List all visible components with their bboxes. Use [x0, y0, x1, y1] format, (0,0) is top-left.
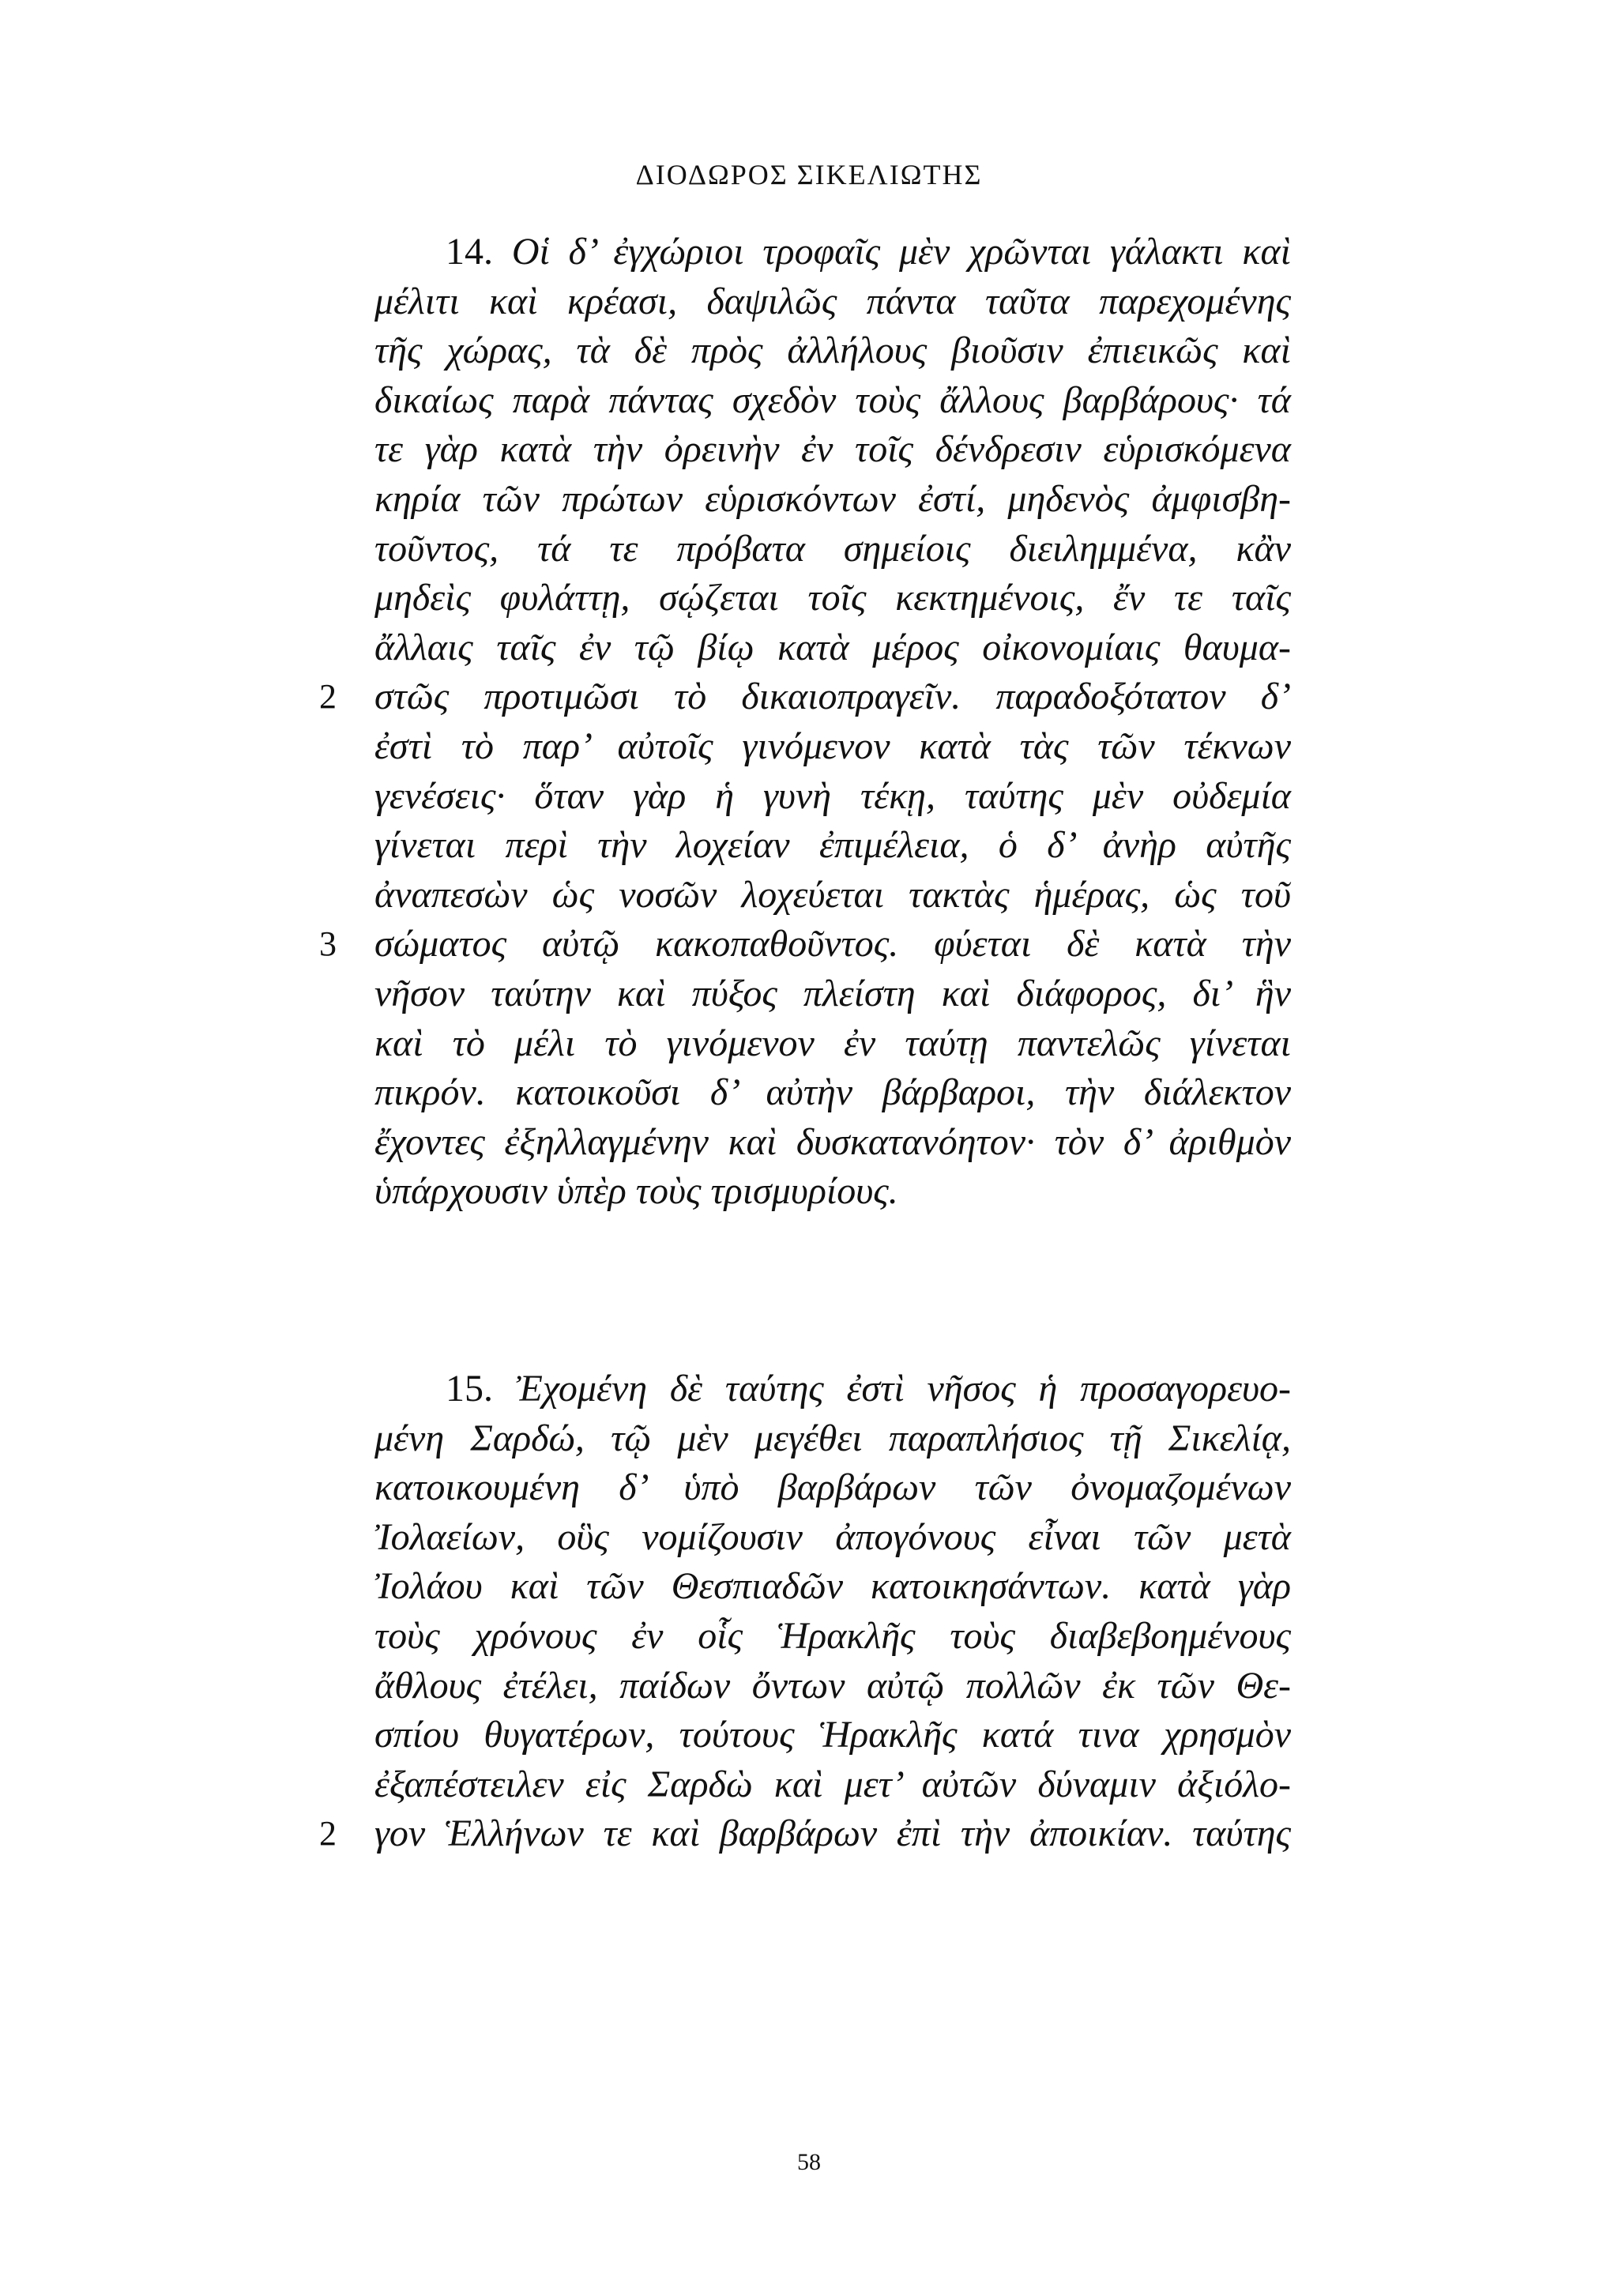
text-line: μένη Σαρδώ, τῷ μὲν μεγέθει παραπλήσιος τῇ Σικελίᾳ, — [374, 1417, 1291, 1459]
chapter-number: 15. — [446, 1368, 493, 1410]
text-line: καὶ τὸ μέλι τὸ γινόμενον ἐν ταύτῃ παντελῶς γίνεται — [374, 1022, 1291, 1064]
text-line: τοὺς χρόνους ἐν οἷς Ἡρακλῆς τοὺς διαβεβοημένους — [374, 1614, 1291, 1657]
text-line: ἐστὶ τὸ παρ’ αὐτοῖς γινόμενον κατὰ τὰς τῶν τέκνων — [374, 725, 1291, 767]
text-line — [374, 228, 1291, 277]
text-line: ἐξαπέστειλεν εἰς Σαρδὼ καὶ μετ’ αὐτῶν δύναμιν ἀξιόλο- — [374, 1763, 1291, 1805]
text-line: ἔχοντες ἐξηλλαγμένην καὶ δυσκατανόητον· τὸν δ’ ἀριθμὸν — [374, 1120, 1291, 1163]
text-line: σπίου θυγατέρων, τούτους Ἡρακλῆς κατά τινα χρησμὸν — [374, 1714, 1291, 1756]
text-line: μέλιτι καὶ κρέασι, δαψιλῶς πάντα ταῦτα παρεχομένης — [374, 280, 1291, 322]
chapter-14 — [319, 228, 1291, 1217]
text-line: Ἰολάου καὶ τῶν Θεσπιαδῶν κατοικησάντων. κατὰ γὰρ — [374, 1565, 1291, 1608]
text-line: ἀναπεσὼν ὡς νοσῶν λοχεύεται τακτὰς ἡμέρας, ὡς τοῦ — [374, 873, 1291, 916]
text-line: τε γὰρ κατὰ τὴν ὀρεινὴν ἐν τοῖς δένδρεσιν εὑρισκόμενα — [374, 428, 1291, 471]
line-text: Οἱ δ’ ἐγχώριοι τροφαῖς μὲν χρῶνται γάλακτι καὶ — [511, 231, 1291, 273]
chapter-15 — [319, 1364, 1292, 1859]
text-line: τῆς χώρας, τὰ δὲ πρὸς ἀλλήλους βιοῦσιν ἐπιεικῶς καὶ — [374, 329, 1291, 372]
section-margin-number: 3 — [319, 924, 337, 964]
line-text: στῶς προτιμῶσι τὸ δικαιοπραγεῖν. παραδοξότατον δ’ — [374, 676, 1291, 718]
text-line: ἄλλαις ταῖς ἐν τῷ βίῳ κατὰ μέρος οἰκονομίαις θαυμα- — [374, 626, 1291, 668]
text-line: μηδεὶς φυλάττῃ, σῴζεται τοῖς κεκτημένοις, ἔν τε ταῖς — [374, 577, 1291, 619]
text-line: ἄθλους ἐτέλει, παίδων ὄντων αὐτῷ πολλῶν ἐκ τῶν Θε- — [374, 1664, 1291, 1707]
line-text: γον Ἑλλήνων τε καὶ βαρβάρων ἐπὶ τὴν ἀποικίαν. ταύτης — [374, 1812, 1291, 1855]
line-text: σώματος αὐτῷ κακοπαθοῦντος. φύεται δὲ κατὰ τὴν — [374, 923, 1291, 965]
running-head: ΔΙΟΔΩΡΟΣ ΣΙΚΕΛΙΩΤΗΣ — [635, 159, 983, 190]
text-line: πικρόν. κατοικοῦσι δ’ αὐτὴν βάρβαροι, τὴν διάλεκτον — [374, 1071, 1291, 1114]
section-margin-number: 2 — [319, 1814, 337, 1854]
text-line — [319, 1809, 1291, 1859]
page-number: 58 — [797, 2149, 821, 2175]
line-text: Ἐχομένη δὲ ταύτης ἐστὶ νῆσος ἡ προσαγορευο- — [515, 1368, 1292, 1410]
text-line: Ἰολαείων, οὓς νομίζουσιν ἀπογόνους εἶναι τῶν μετὰ — [374, 1515, 1291, 1558]
text-line — [319, 920, 1291, 969]
text-line: κατοικουμένη δ’ ὑπὸ βαρβάρων τῶν ὀνομαζομένων — [374, 1466, 1291, 1509]
text-line: κηρία τῶν πρώτων εὑρισκόντων ἐστί, μηδενὸς ἀμφισβη- — [374, 477, 1291, 520]
text-line — [374, 1364, 1291, 1414]
text-line: γενέσεις· ὅταν γὰρ ἡ γυνὴ τέκῃ, ταύτης μὲν οὐδεμία — [374, 774, 1291, 817]
text-line: τοῦντος, τά τε πρόβατα σημείοις διειλημμένα, κἂν — [374, 527, 1291, 570]
section-margin-number: 2 — [319, 677, 337, 717]
text-line: δικαίως παρὰ πάντας σχεδὸν τοὺς ἄλλους βαρβάρους· τά — [374, 378, 1291, 421]
text-line: νῆσον ταύτην καὶ πύξος πλείστη καὶ διάφορος, δι’ ἣν — [374, 972, 1291, 1014]
text-line — [319, 672, 1291, 722]
text-line: ὑπάρχουσιν ὑπὲρ τοὺς τρισμυρίους. — [374, 1170, 898, 1213]
chapter-number: 14. — [446, 231, 493, 273]
text-line: γίνεται περὶ τὴν λοχείαν ἐπιμέλεια, ὁ δ’ ἀνὴρ αὐτῆς — [374, 824, 1291, 867]
